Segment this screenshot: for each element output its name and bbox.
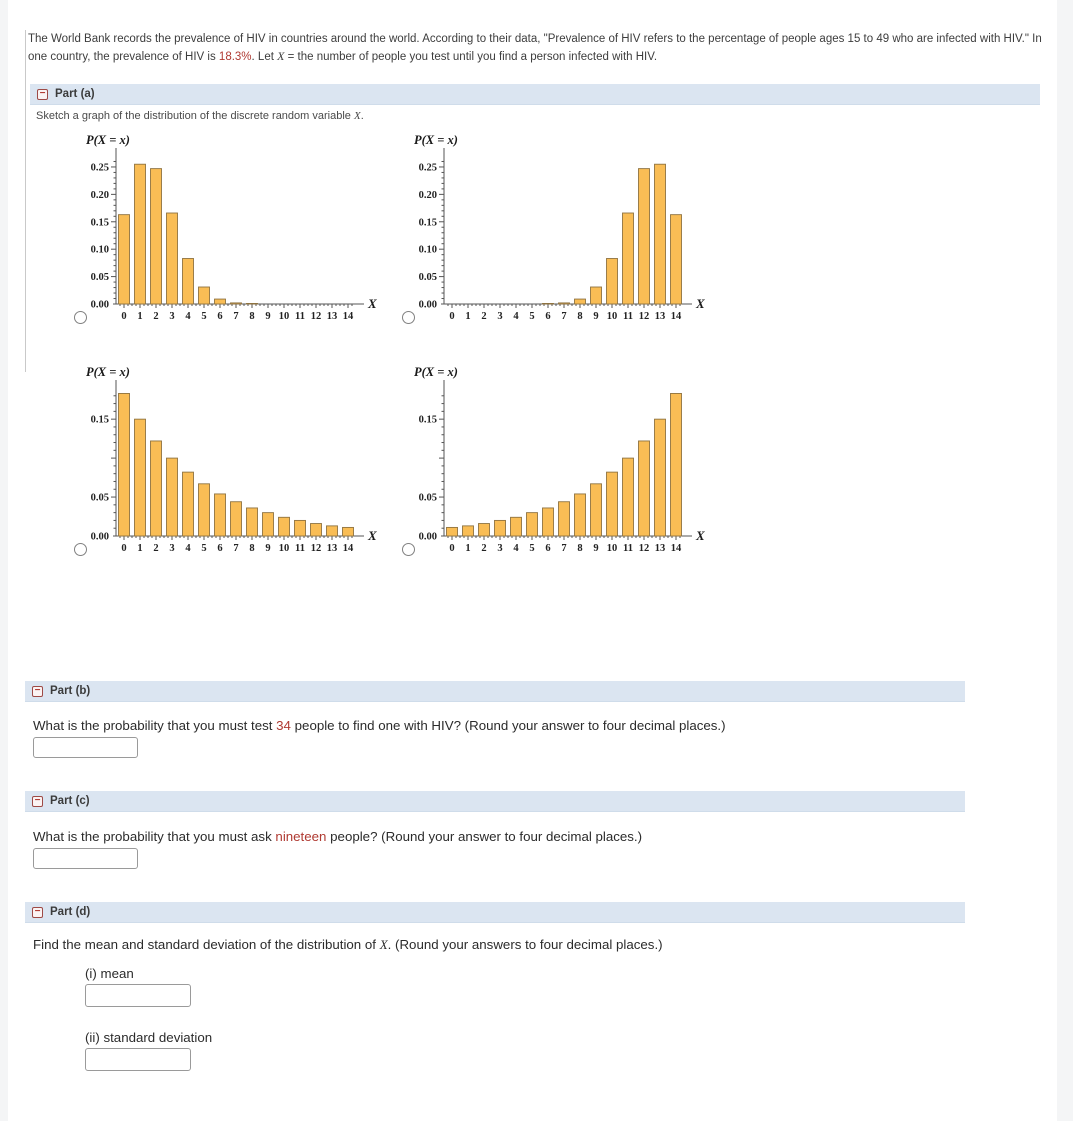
svg-text:0: 0 [121, 543, 127, 554]
svg-text:12: 12 [310, 311, 322, 322]
svg-text:2: 2 [481, 311, 487, 322]
svg-text:0.10: 0.10 [90, 244, 109, 256]
svg-text:0.25: 0.25 [418, 162, 437, 174]
svg-text:X: X [368, 296, 377, 311]
svg-text:7: 7 [561, 543, 567, 554]
part-b-question-text-1: What is the probability that you must test [33, 718, 277, 733]
svg-text:7: 7 [233, 311, 239, 322]
svg-text:13: 13 [654, 311, 666, 322]
mean-field-label: (i) mean [85, 966, 134, 981]
prevalence-value: 18.3% [218, 51, 252, 63]
svg-text:1: 1 [137, 543, 143, 554]
svg-text:11: 11 [623, 543, 633, 554]
svg-text:12: 12 [638, 543, 650, 554]
svg-text:7: 7 [561, 311, 567, 322]
svg-text:0.05: 0.05 [418, 492, 437, 504]
svg-text:9: 9 [593, 311, 599, 322]
part-d-header-label: Part (d) [50, 906, 91, 918]
svg-text:3: 3 [169, 543, 175, 554]
distribution-chart-top-left [60, 126, 382, 337]
part-a-option-2 [388, 126, 710, 332]
svg-text:0.15: 0.15 [418, 414, 437, 426]
svg-text:11: 11 [295, 311, 305, 322]
svg-text:3: 3 [497, 543, 503, 554]
question-left-border [25, 30, 26, 372]
svg-text:13: 13 [326, 543, 338, 554]
svg-text:13: 13 [654, 543, 666, 554]
distribution-chart-top-right [388, 126, 710, 337]
svg-text:2: 2 [153, 311, 159, 322]
svg-text:3: 3 [497, 311, 503, 322]
svg-text:0.05: 0.05 [90, 492, 109, 504]
part-d-question-text-1: Find the mean and standard deviation of the distribution of [33, 937, 380, 952]
svg-text:8: 8 [577, 311, 583, 322]
svg-text:0.00: 0.00 [418, 299, 437, 311]
part-b-highlight-number: 34 [276, 718, 291, 733]
part-a-option-1-radio[interactable] [74, 311, 87, 324]
svg-text:0: 0 [121, 311, 127, 322]
svg-text:0.00: 0.00 [90, 531, 109, 543]
svg-text:9: 9 [593, 543, 599, 554]
svg-text:0.20: 0.20 [90, 189, 109, 201]
svg-text:1: 1 [465, 311, 471, 322]
intro-segment-3: = the number of people you test until you find a person infected with HIV. [284, 51, 658, 63]
svg-text:4: 4 [513, 543, 519, 554]
svg-text:3: 3 [169, 311, 175, 322]
part-a-header-label: Part (a) [55, 88, 95, 100]
part-c-question-text-1: What is the probability that you must ask [33, 829, 276, 844]
svg-text:13: 13 [326, 311, 338, 322]
distribution-chart-bottom-right [388, 358, 710, 569]
part-a-prompt-text: Sketch a graph of the distribution of the discrete random variable [36, 110, 354, 122]
part-b-header[interactable] [25, 681, 965, 702]
svg-text:0.20: 0.20 [418, 189, 437, 201]
svg-text:6: 6 [545, 543, 551, 554]
svg-text:0.15: 0.15 [90, 217, 109, 229]
part-c-header[interactable] [25, 791, 965, 812]
svg-text:12: 12 [310, 543, 322, 554]
svg-text:9: 9 [265, 311, 271, 322]
svg-text:0: 0 [449, 311, 455, 322]
svg-text:4: 4 [185, 543, 191, 554]
svg-text:6: 6 [545, 311, 551, 322]
standard-deviation-answer-input[interactable] [85, 1048, 191, 1071]
standard-deviation-field-label: (ii) standard deviation [85, 1030, 213, 1045]
svg-text:5: 5 [529, 543, 535, 554]
svg-text:14: 14 [342, 311, 354, 322]
svg-text:0.05: 0.05 [418, 272, 437, 284]
part-c-highlight-word: nineteen [275, 829, 327, 844]
collapse-minus-icon[interactable] [32, 907, 43, 918]
svg-text:5: 5 [529, 311, 535, 322]
svg-text:0.15: 0.15 [90, 414, 109, 426]
part-b-answer-input[interactable] [33, 737, 138, 758]
part-a-prompt-period: . [360, 110, 364, 122]
question-page [8, 0, 1057, 1121]
svg-text:1: 1 [137, 311, 143, 322]
part-a-option-1 [60, 126, 382, 332]
part-a-option-2-radio[interactable] [402, 311, 415, 324]
collapse-minus-icon[interactable] [32, 686, 43, 697]
svg-text:6: 6 [217, 543, 223, 554]
svg-text:6: 6 [217, 311, 223, 322]
svg-text:5: 5 [201, 311, 207, 322]
svg-text:1: 1 [465, 543, 471, 554]
part-d-question [33, 937, 933, 953]
svg-text:P(X = x): P(X = x) [414, 365, 458, 379]
svg-text:X: X [368, 528, 377, 543]
svg-text:10: 10 [278, 543, 290, 554]
svg-text:10: 10 [278, 311, 290, 322]
svg-text:8: 8 [577, 543, 583, 554]
svg-text:9: 9 [265, 543, 271, 554]
part-c-header-label: Part (c) [50, 795, 90, 807]
part-a-prompt [36, 110, 364, 122]
part-c-question [33, 829, 933, 844]
svg-text:0.15: 0.15 [418, 217, 437, 229]
svg-text:10: 10 [606, 543, 618, 554]
part-a-prompt-x: X [353, 110, 361, 122]
collapse-minus-icon[interactable] [32, 796, 43, 807]
svg-text:11: 11 [623, 311, 633, 322]
svg-text:7: 7 [233, 543, 239, 554]
svg-text:X: X [696, 528, 705, 543]
svg-text:8: 8 [249, 311, 255, 322]
svg-text:P(X = x): P(X = x) [86, 365, 130, 379]
svg-text:0: 0 [449, 543, 455, 554]
part-a-option-3 [60, 358, 382, 564]
svg-text:12: 12 [638, 311, 650, 322]
part-c-question-text-2: people? (Round your answer to four decimal places.) [326, 829, 643, 844]
svg-text:14: 14 [670, 311, 682, 322]
svg-text:11: 11 [295, 543, 305, 554]
svg-text:P(X = x): P(X = x) [414, 133, 458, 147]
svg-text:2: 2 [481, 543, 487, 554]
random-variable-x: X [277, 49, 285, 63]
part-b-question [33, 718, 933, 733]
part-d-question-text-2: . (Round your answers to four decimal places.) [387, 937, 663, 952]
part-d-header[interactable] [25, 902, 965, 923]
svg-text:10: 10 [606, 311, 618, 322]
svg-text:8: 8 [249, 543, 255, 554]
collapse-minus-icon[interactable] [37, 89, 48, 100]
part-a-option-3-radio[interactable] [74, 543, 87, 556]
part-d-question-x: X [379, 937, 388, 952]
mean-answer-input[interactable] [85, 984, 191, 1007]
svg-text:2: 2 [153, 543, 159, 554]
svg-text:14: 14 [670, 543, 682, 554]
part-b-question-text-2: people to find one with HIV? (Round your answer to four decimal places.) [290, 718, 726, 733]
part-a-option-4-radio[interactable] [402, 543, 415, 556]
intro-segment-1: The World Bank records the prevalence of HIV in countries around the world. According to their data, "Prevalence of HIV refers to the percentage of people ages 15 to 49 who are infected with HIV." In one country, the prevalence of HIV is [28, 33, 1042, 63]
svg-text:P(X = x): P(X = x) [86, 133, 130, 147]
part-a-header[interactable] [30, 84, 1040, 105]
distribution-chart-bottom-left [60, 358, 382, 569]
svg-text:14: 14 [342, 543, 354, 554]
svg-text:X: X [696, 296, 705, 311]
part-a-option-4 [388, 358, 710, 564]
intro-segment-2: . Let [251, 51, 278, 63]
svg-text:0.00: 0.00 [418, 531, 437, 543]
svg-text:0.00: 0.00 [90, 299, 109, 311]
svg-text:0.25: 0.25 [90, 162, 109, 174]
question-intro-text [28, 31, 1044, 66]
part-c-answer-input[interactable] [33, 848, 138, 869]
svg-text:0.05: 0.05 [90, 272, 109, 284]
svg-text:0.10: 0.10 [418, 244, 437, 256]
svg-text:5: 5 [201, 543, 207, 554]
part-b-header-label: Part (b) [50, 685, 91, 697]
svg-text:4: 4 [513, 311, 519, 322]
svg-text:4: 4 [185, 311, 191, 322]
